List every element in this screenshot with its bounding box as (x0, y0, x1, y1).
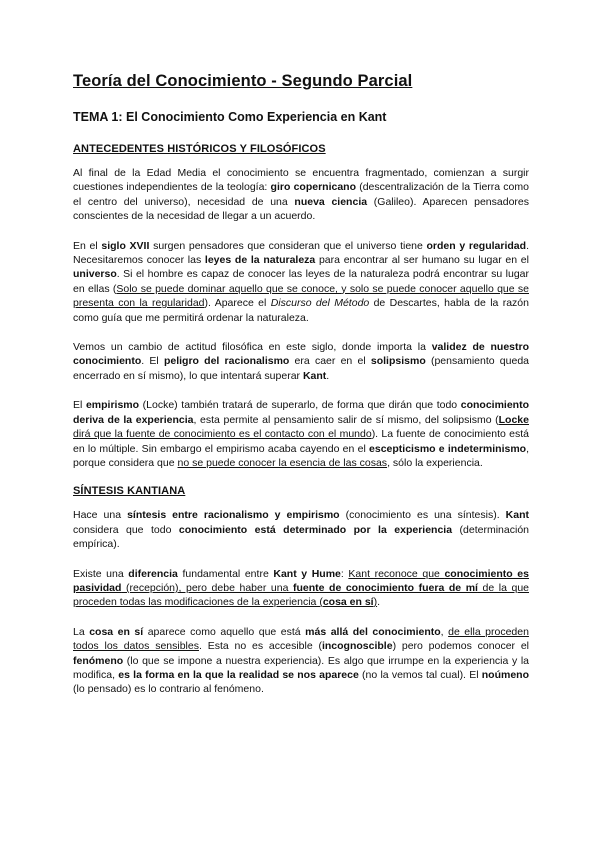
bold-text: conocimiento es pasividad (73, 567, 529, 594)
bold-text: escepticismo e indeterminismo (369, 442, 527, 455)
text-run: (pensamiento queda encerrado en sí mismo), lo que intentará superar (73, 355, 530, 382)
document-page (73, 72, 529, 712)
text-run: . (326, 369, 330, 382)
text-run: para encontrar al ser humano su lugar en el (315, 254, 529, 267)
bold-text: nueva ciencia (294, 195, 368, 208)
text-run: surgen pensadores que consideran que el universo tiene (149, 239, 427, 252)
text-run: era caer en el (289, 355, 371, 368)
text-run: (no la vemos tal cual). El (358, 668, 482, 681)
bold-text: conocimiento deriva de la experiencia (73, 399, 529, 426)
bold-text: fenómeno (73, 654, 124, 667)
bold-text: incognoscible (321, 640, 393, 653)
text-run: . Necesitaremos conocer las (73, 239, 529, 267)
paragraph (73, 340, 529, 383)
underlined-text: ) (373, 596, 378, 609)
paragraph (73, 567, 529, 610)
underlined-text: (recepción), pero debe haber una (121, 581, 293, 594)
bold-text: Kant (302, 369, 327, 382)
underlined-text: de ella proceden todos los datos sensibles (73, 625, 529, 653)
bold-text: solipsismo (370, 355, 426, 368)
text-run: de Descartes, habla de la razón como guía que me permitirá ordenar la naturaleza. (73, 297, 529, 324)
underlined-text: dirá que la fuente de conocimiento es el contacto con el mundo (73, 428, 372, 441)
text-run: El (73, 399, 86, 412)
bold-text: Locke (498, 413, 529, 426)
bold-text: peligro del racionalismo (163, 355, 290, 368)
text-run: , porque considera que (73, 442, 529, 469)
text-run: , (440, 625, 449, 638)
bold-text: validez de nuestro conocimiento (73, 341, 529, 368)
topic-title: TEMA 1: El Conocimiento Como Experiencia en Kant (73, 110, 387, 124)
bold-text: siglo XVII (101, 239, 150, 252)
text-run: : (340, 567, 349, 580)
text-run: (lo pensado) es lo contrario al fenómeno. (73, 683, 264, 696)
bold-text: leyes de la naturaleza (204, 254, 316, 267)
bold-text: noúmeno (481, 668, 530, 681)
bold-text: Kant y Hume (273, 567, 341, 580)
paragraph (73, 508, 529, 551)
bold-text: cosa en sí (89, 625, 144, 638)
text-run: ). Aparece el (204, 297, 271, 310)
bold-text: más allá del conocimiento (305, 625, 441, 638)
bold-text: diferencia (128, 567, 178, 580)
text-run: (conocimiento es una síntesis). (339, 509, 506, 522)
text-run: aparece como aquello que está (143, 625, 306, 638)
bold-text: es la forma en la que la realidad se nos aparece (118, 668, 359, 681)
bold-text: cosa en sí (322, 596, 374, 609)
bold-text: síntesis entre racionalismo y empirismo (127, 509, 340, 522)
section-sintesis-kantiana (73, 485, 529, 696)
underlined-text: no se puede conocer la esencia de las cosas (177, 456, 388, 469)
text-run: (descentralización de la Tierra como el centro del universo), necesidad de una (73, 181, 529, 208)
bold-text: fuente de conocimiento fuera de mí (292, 581, 478, 594)
bold-text: giro copernicano (270, 181, 357, 194)
underlined-text: de la que proceden todas las modificaciones de la experiencia ( (73, 581, 529, 609)
bold-text: Kant (505, 509, 529, 522)
section-heading: ANTECEDENTES HISTÓRICOS Y FILOSÓFICOS (73, 143, 326, 155)
bold-text: orden y regularidad (426, 239, 527, 252)
section-heading: SÍNTESIS KANTIANA (73, 485, 186, 498)
text-run: , esta permite al pensamiento salir de sí mismo, del solipsismo ( (193, 413, 499, 426)
text-run: . Esta no es accesible ( (198, 640, 322, 653)
text-run: (determinación empírica). (73, 523, 529, 551)
document-title: Teoría del Conocimiento - Segundo Parcial (73, 72, 413, 90)
text-run: Vemos un cambio de actitud filosófica en este siglo, donde importa la (73, 341, 432, 354)
text-run: ). La fuente de conocimiento está en lo múltiple. Sin embargo el empirismo acaba cayendo en el (73, 428, 529, 455)
bold-text: conocimiento está determinado por la experiencia (178, 523, 453, 536)
text-run: La (73, 625, 90, 638)
text-run: fundamental entre (177, 567, 274, 580)
italic-text: Discurso del Método (270, 297, 370, 310)
section-antecedentes (73, 143, 529, 470)
text-run: (Locke) también tratará de superarlo, de forma que dirán que todo (139, 399, 461, 412)
bold-text: empirismo (85, 399, 140, 412)
text-run: . (377, 596, 381, 609)
text-run: Al final de la Edad Media el conocimiento se encuentra fragmentado, comienzan a surgir cuestiones independientes de la teología: (73, 167, 529, 194)
paragraph (73, 398, 529, 470)
underlined-text: Solo se puede dominar aquello que se conoce, y solo se puede conocer aquello que se presenta con la regularidad (73, 282, 529, 310)
text-run: . Si el hombre es capaz de conocer las leyes de la naturaleza podrá encontrar su lugar en ellas ( (73, 268, 529, 295)
paragraph (73, 625, 529, 697)
paragraph (73, 239, 529, 325)
text-run: (lo que se impone a nuestra experiencia). Es algo que irrumpe en la experiencia y la modifica, (73, 654, 529, 681)
text-run: , sólo la experiencia. (387, 456, 483, 469)
text-run: Hace una (73, 509, 128, 522)
bold-text: universo (73, 268, 117, 281)
text-run: . El (141, 355, 164, 368)
text-run: considera que todo (73, 523, 179, 536)
text-run: En el (73, 239, 102, 252)
text-run: Existe una (73, 567, 129, 580)
text-run: (Galileo). Aparecen pensadores conscientes de la necesidad de llegar a un acuerdo. (73, 195, 530, 223)
underlined-text: Kant reconoce que (348, 567, 445, 580)
text-run: ) pero podemos conocer el (392, 640, 530, 653)
paragraph (73, 166, 529, 224)
